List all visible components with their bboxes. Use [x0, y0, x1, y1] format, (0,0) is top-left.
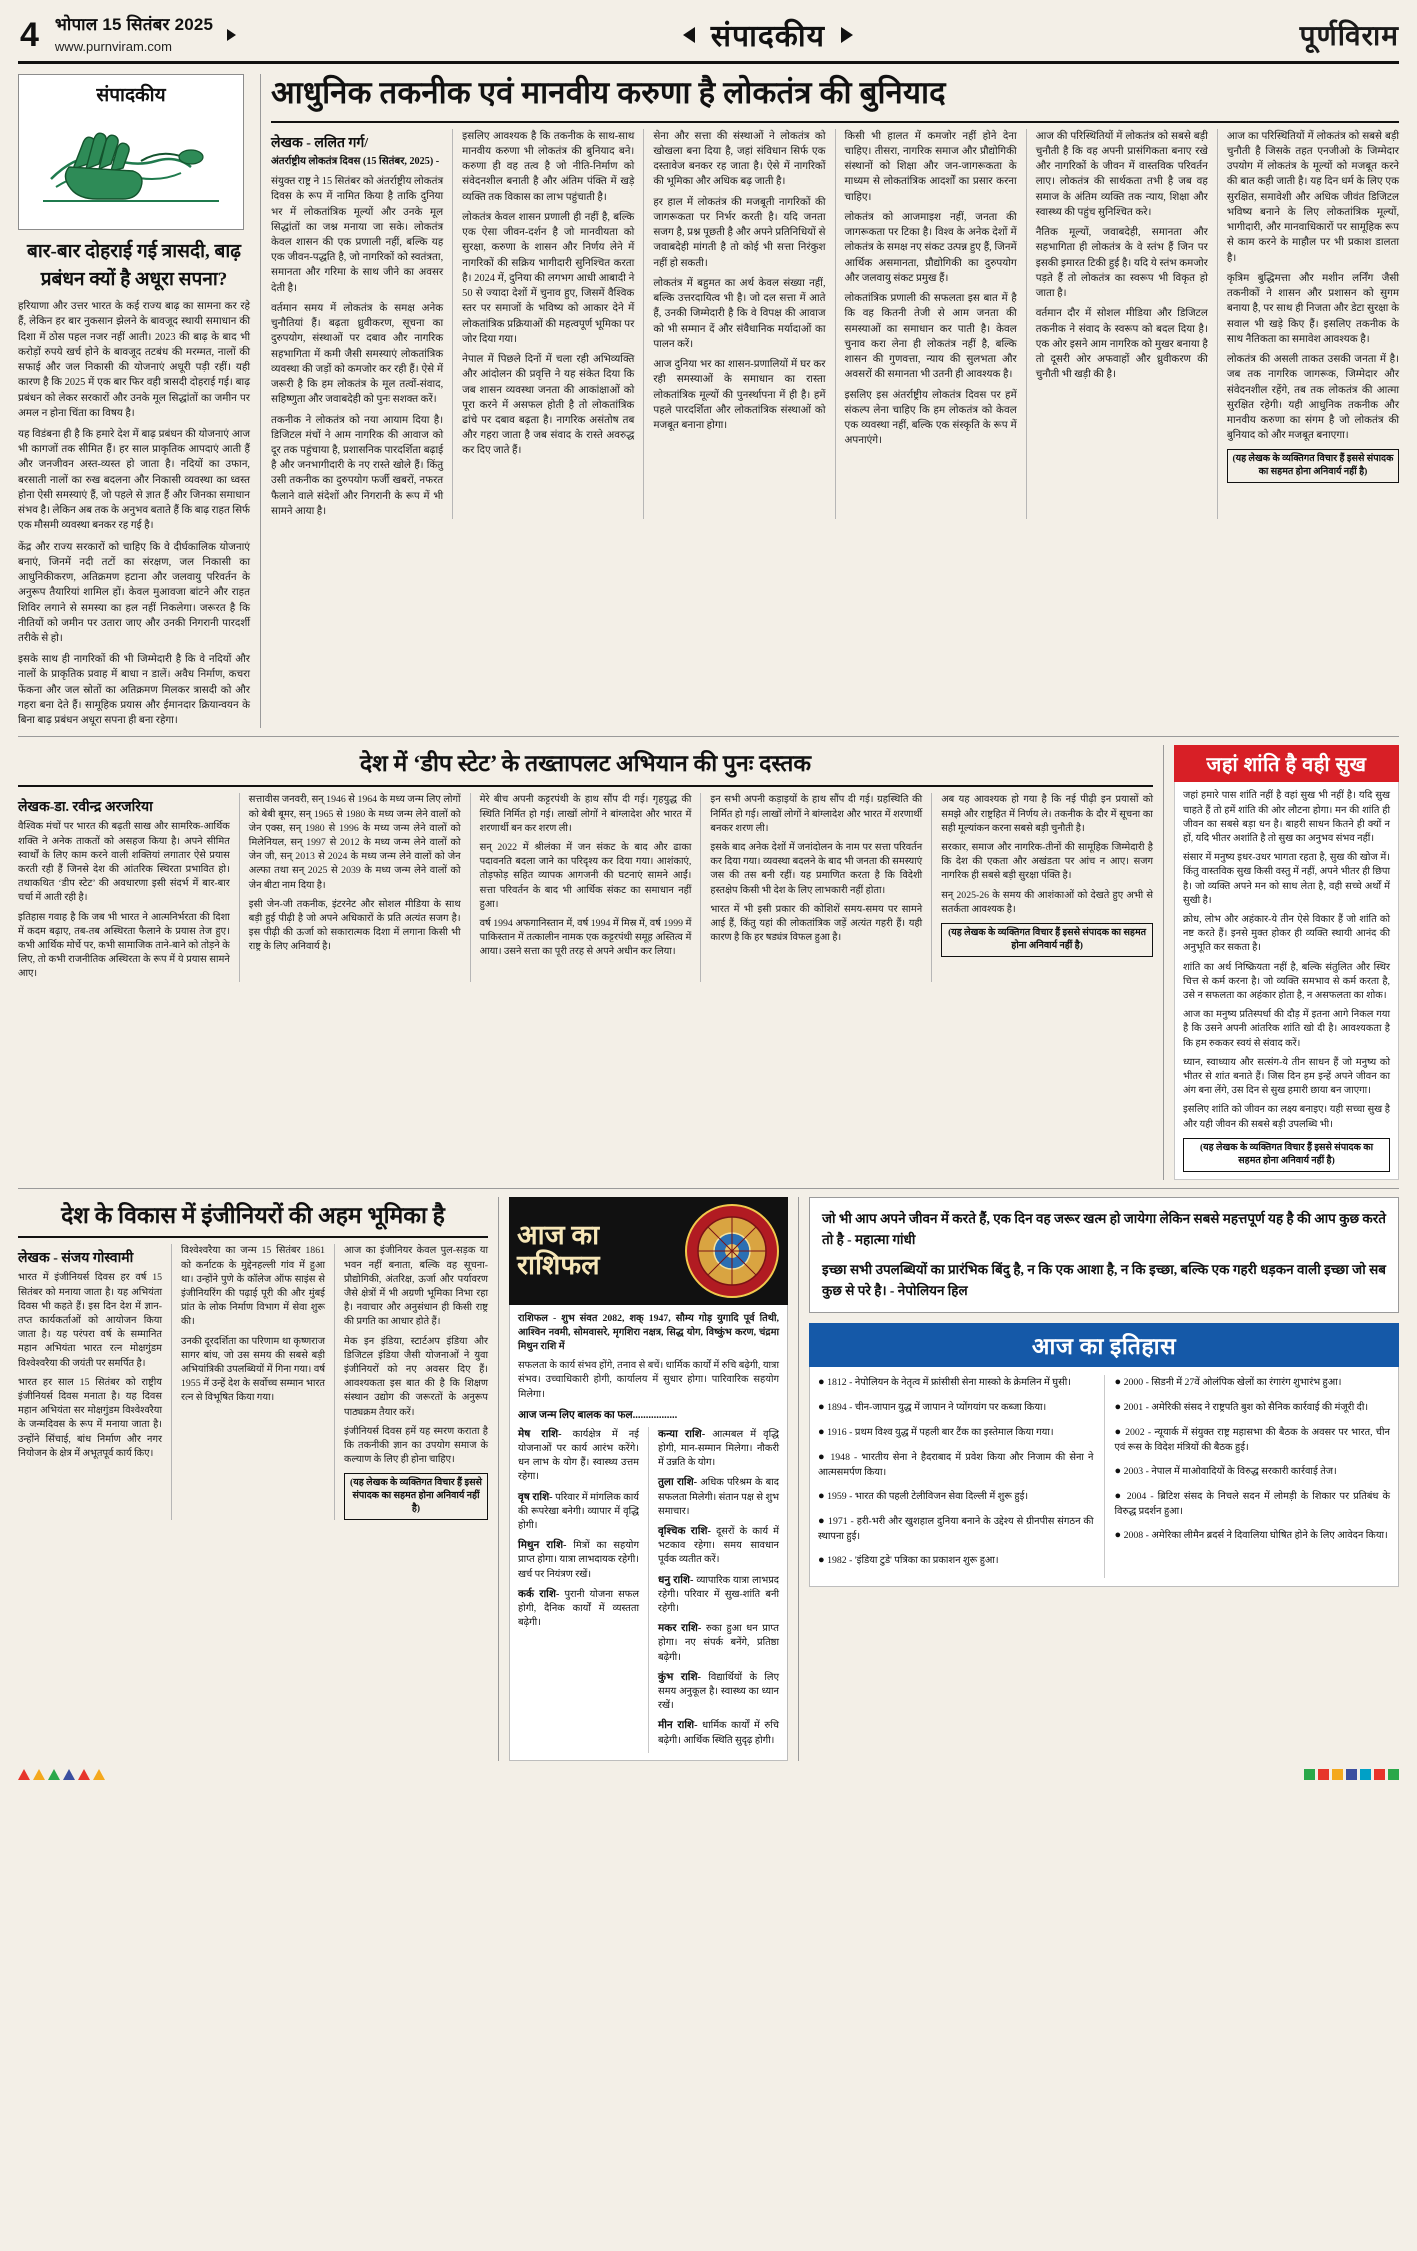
- masthead-date: भोपाल 15 सितंबर 2025: [54, 15, 214, 35]
- divider-2: [18, 1188, 1399, 1189]
- flag-icon: [227, 29, 236, 41]
- history-left-column: [818, 1375, 1094, 1578]
- rashifal-banner: [509, 1197, 788, 1305]
- editorial-column: [18, 74, 250, 728]
- rashi-text: रुका हुआ धन प्राप्त होगा। नए संपर्क बनेंगे, प्रतिष्ठा बढ़ेगी।: [658, 1623, 779, 1663]
- registration-mark: [93, 1769, 105, 1780]
- rashi-text: आत्मबल में वृद्धि होगी, मान-सम्मान मिलेगा। नौकरी में उन्नति के योग।: [658, 1428, 779, 1469]
- editorial-headline: बार-बार दोहराई गई त्रासदी, बाढ़ प्रबंधन क्यों है अधूरा सपना?: [26, 241, 242, 290]
- masthead-center: [683, 14, 853, 55]
- rashi-text: पुरानी योजना सफल होगी, दैनिक कार्यों में व्यस्तता बढ़ेगी।: [518, 1588, 639, 1629]
- deep-state-col-4: इन सभी अपनी कड़ाइयों के हाथ सौंप दी गई। ग्रहस्थिति की निर्मित हो गई। लाखों लोगों ने बांग्लादेश और भारत में शरणार्थी बनकर शरण ली। इसके बाद अनेक देशों में जनांदोलन के नाम पर सत्ता परिवर्तन कर दिया गया। व्यवस्था बदलने के बाद भी जनता की समस्याएं जस की तस बनी रहीं। यह प्रमाणित करता है कि विदेशी हस्तक्षेप किसी भी देश के लिए लाभकारी नहीं होता। भारत में भी इसी प्रकार की कोशिशें समय-समय पर सामने आई हैं, किंतु यहां की लोकतांत्रिक जड़ें अत्यंत गहरी हैं। यही कारण है कि हर षड्यंत्र विफल हुआ है।: [700, 793, 922, 981]
- rashifal-body: [509, 1305, 788, 1761]
- quote-text-1: जो भी आप अपने जीवन में करते हैं, एक दिन वह जरूर खत्म हो जायेगा लेकिन सबसे महत्तपूर्ण यह है की आप कुछ करते तो है - महात्मा गांधी: [822, 1210, 1386, 1248]
- rashi-sign: कुंभ राशि-: [658, 1671, 701, 1683]
- deep-state-article: [18, 745, 1153, 1179]
- rashi-list-item: [518, 1427, 639, 1485]
- deep-state-col-3: मेरे बीच अपनी कट्टरपंथी के हाथ सौंप दी गई। गृहयुद्ध की स्थिति निर्मित हो गई। लाखों लोगों ने बांग्लादेश और भारत में शरणार्थी बन कर शरण ली। सन् 2022 में श्रीलंका में जन संकट के बाद और ढाका पदावनति बदला जाने का परिदृश्य कर दिया गया। आशंकाएं, तोड़फोड़ सहित व्यापक आगजनी की घटनाएं सामने आईं। सत्ता परिवर्तन के बाद भी आर्थिक संकट का समाधान नहीं हुआ। वर्ष 1994 अफगानिस्तान में, वर्ष 1994 में मिस्र में, वर्ष 1999 में पाकिस्तान में तत्कालीन नामक एक कट्टरपंथी समूह अस्तित्व में आया। उसने सत्ता का पूरी तरह से अपने अधीन कर लिया।: [470, 793, 692, 981]
- top-row: [18, 74, 1399, 728]
- history-event: ● 2004 - ब्रिटिश संसद के निचले सदन में लोमड़ी के शिकार पर प्रतिबंध के विरुद्ध प्रदर्शन हुआ।: [1114, 1489, 1390, 1517]
- main-col-5: आज की परिस्थितियों में लोकतंत्र को सबसे बड़ी चुनौती है कि वह अपनी प्रासंगिकता बनाए रखे और नागरिकों के जीवन में वास्तविक परिवर्तन लाए। लोकतंत्र की सार्थकता तभी है जब वह समाज के अंतिम व्यक्ति तक न्याय, शिक्षा और स्वास्थ्य की पहुंच सुनिश्चित करे। नैतिक मूल्यों, जवाबदेही, समानता और सहभागिता ही लोकतंत्र के वे स्तंभ हैं जिन पर इसकी इमारत टिकी हुई है। यदि ये स्तंभ कमजोर पड़ते हैं तो लोकतंत्र का स्वरूप भी विकृत हो जाता है। वर्तमान दौर में सोशल मीडिया और डिजिटल तकनीक ने संवाद के स्वरूप को बदल दिया है। एक ओर इसने आम नागरिक को मुखर बनाया है तो दूसरी ओर अफवाहों और ध्रुवीकरण की चुनौती भी खड़ी की है।: [1026, 129, 1208, 519]
- quote-text-2: इच्छा सभी उपलब्धियों का प्रारंभिक बिंदु है, न कि एक आशा है, न कि इच्छा, बल्कि एक गहरी धड़कन वाली इच्छा जो सब कुछ से परे है। - नेपोलियन हिल: [822, 1261, 1386, 1299]
- bottom-row: [18, 1197, 1399, 1761]
- history-event: ● 1916 - प्रथम विश्व युद्ध में पहली बार टैंक का इस्तेमाल किया गया।: [818, 1425, 1054, 1438]
- rashi-sign: मीन राशि-: [658, 1720, 698, 1732]
- history-title: आज का इतिहास: [809, 1323, 1399, 1367]
- zodiac-wheel-icon: [684, 1203, 780, 1299]
- history-event: ● 2002 - न्यूयार्क में संयुक्त राष्ट्र महासभा की बैठक के अवसर पर भारत, चीन एवं रूस के विदेश मंत्रियों की बैठक हुई।: [1114, 1425, 1390, 1453]
- rashifal-fruits-heading: आज जन्म लिए बालक का फल.................: [518, 1409, 678, 1421]
- registration-mark: [1360, 1769, 1371, 1780]
- editorial-cartoon-box: [18, 74, 244, 230]
- rashi-text: कार्यक्षेत्र में नई योजनाओं पर कार्य आरंभ करेंगे। धन लाभ के योग हैं। स्वास्थ्य उत्तम रहेगा।: [518, 1428, 639, 1483]
- main-col-6: आज का परिस्थितियों में लोकतंत्र को सबसे बड़ी चुनौती है जिसके तहत एनजीओ के जिम्मेदार उपयोग में लोकतंत्र के मूल्यों को मजबूत करने की बात कही जाती है। यह दिन धर्म के लिए एक सुरक्षित, समावेशी और अधिक जीवंत डिजिटल भविष्य बनाने के लिए लोकतांत्रिक मूल्यों, भागीदारी, और मानवाधिकारों पर सामूहिक रूप से काम करने के माहौल पर भी प्रकाश डालता है। कृत्रिम बुद्धिमत्ता और मशीन लर्निंग जैसी तकनीकों ने शासन और प्रशासन को सुगम बनाया है, पर साथ ही निजता और डेटा सुरक्षा के सवाल भी खड़े किए हैं। इसलिए तकनीक के साथ नैतिकता का समावेश आवश्यक है। लोकतंत्र की असली ताकत उसकी जनता में है। जब तक नागरिक जागरूक, जिम्मेदार और संवेदनशील रहेंगे, तब तक लोकतंत्र की आत्मा सुरक्षित रहेगी। यही आधुनिक तकनीक और मानवीय करुणा का संगम है जो लोकतंत्र की बुनियाद को और मजबूत बनाएगा। (यह लेखक के व्यक्तिगत विचार हैं इससे संपादक का सहमत होना अनिवार्य नहीं है): [1217, 129, 1399, 519]
- footer-registration-marks: [18, 1769, 1399, 1780]
- main-article: [260, 74, 1399, 728]
- rashifal-section: [498, 1197, 788, 1761]
- editorial-label: संपादकीय: [96, 85, 166, 106]
- rashi-list-item: [658, 1621, 779, 1665]
- main-byline: लेखक - ललित गर्ग/: [271, 135, 369, 151]
- main-headline: आधुनिक तकनीक एवं मानवीय करुणा है लोकतंत्र की बुनियाद: [271, 75, 946, 110]
- engineers-col-3: आज का इंजीनियर केवल पुल-सड़क या भवन नहीं बनाता, बल्कि वह सूचना-प्रौद्योगिकी, अंतरिक्ष, ऊर्जा और पर्यावरण जैसे क्षेत्रों में भी अग्रणी भूमिका निभा रहा है। नवाचार और अनुसंधान ही किसी राष्ट्र की प्रगति का आधार होते हैं। मेक इन इंडिया, स्टार्टअप इंडिया और डिजिटल इंडिया जैसी योजनाओं ने युवा इंजीनियरों को नए अवसर दिए हैं। आवश्यकता इस बात की है कि शिक्षण संस्थान उद्योग की जरूरतों के अनुरूप पाठ्यक्रम तैयार करें। इंजीनियर्स दिवस हमें यह स्मरण कराता है कि तकनीकी ज्ञान का उपयोग समाज के कल्याण के लिए ही होना चाहिए। (यह लेखक के व्यक्तिगत विचार हैं इससे संपादक का सहमत होना अनिवार्य नहीं है): [334, 1244, 488, 1519]
- paper-name: पूर्णविराम: [1299, 20, 1399, 52]
- divider-1: [18, 736, 1399, 737]
- footer-marks-right: [1304, 1769, 1399, 1780]
- history-event: ● 1948 - भारतीय सेना ने हैदराबाद में प्रवेश किया और निजाम की सेना ने आत्मसमर्पण किया।: [818, 1450, 1094, 1478]
- history-event: ● 2000 - सिडनी में 27वें ओलंपिक खेलों का रंगारंग शुभारंभ हुआ।: [1114, 1375, 1342, 1388]
- deep-state-headline: देश में ‘डीप स्टेट’ के तख्तापलट अभियान की पुनः दस्तक: [359, 751, 812, 777]
- registration-mark: [1304, 1769, 1315, 1780]
- rashi-text: परिवार में मांगलिक कार्य की रूपरेखा बनेगी। व्यापार में वृद्धि होगी।: [518, 1491, 639, 1531]
- main-article-columns: [271, 129, 1399, 519]
- main-col-3: सेना और सत्ता की संस्थाओं ने लोकतंत्र को खोखला बना दिया है, जहां संविधान सिर्फ एक दस्तावेज बनकर रह जाता है। ऐसे में नागरिकों की भूमिका और अधिक बढ़ जाती है। हर हाल में लोकतंत्र की मजबूती नागरिकों की जागरूकता पर निर्भर करती है। यदि जनता सजग है, प्रश्न पूछती है और अपने प्रतिनिधियों से जवाबदेही मांगती है तो कोई भी सत्ता निरंकुश नहीं हो सकती। लोकतंत्र में बहुमत का अर्थ केवल संख्या नहीं, बल्कि उत्तरदायित्व भी है। जो दल सत्ता में आते हैं, उनकी जिम्मेदारी है कि वे विपक्ष की आवाज को भी सम्मान दें और संवैधानिक मर्यादाओं का पालन करें। आज दुनिया भर का शासन-प्रणालियों में घर कर रही समस्याओं के समाधान का रास्ता लोकतांत्रिक मूल्यों की पुनर्स्थापना में ही है। हमें पहले पारदर्शिता और लोकतांत्रिक संस्थाओं को मजबूत बनाना होगा।: [643, 129, 825, 519]
- rashi-list-item: [658, 1524, 779, 1568]
- quote-and-history-column: [798, 1197, 1399, 1761]
- peace-column: [1163, 745, 1399, 1179]
- deep-state-col-2: सत्तावीस जनवरी, सन् 1946 से 1964 के मध्य जन्म लिए लोगों को बेबी बूमर, सन् 1965 से 1980 के मध्य जन्म लेने वालों को जेन एक्स, सन् 1980 से 1996 के मध्य जन्म लेने वालों को मिलेनियल, सन् 1997 से 2012 के मध्य जन्म लेने वालों को जेन जी, सन् 2013 से 2024 के मध्य जन्म लेने वालों को जेन अल्फा तथा सन् 2025 से 2039 के मध्य जन्म लेने वालों को जेन बीटा नाम दिया है। इसी जेन-जी तकनीक, इंटरनेट और सोशल मीडिया के साथ बड़ी हुई पीढ़ी है जो अपने अधिकारों के प्रति अत्यंत सजग है। इस पीढ़ी की ऊर्जा को सकारात्मक दिशा में लगाना किसी भी राष्ट्र के लिए अनिवार्य है।: [239, 793, 461, 981]
- rashi-sign: वृश्चिक राशि-: [658, 1525, 711, 1537]
- page-number: 4: [20, 15, 39, 54]
- rashi-text: अधिक परिश्रम के बाद सफलता मिलेगी। संतान पक्ष से शुभ समाचार।: [658, 1477, 779, 1517]
- engineers-col-2: विश्वेश्वरैया का जन्म 15 सितंबर 1861 को कर्नाटक के मुद्देनहल्ली गांव में हुआ था। उन्होंने पुणे के कॉलेज ऑफ साइंस से इंजीनियरिंग की पढ़ाई पूरी की और मुंबई प्रांत के लोक निर्माण विभाग में सेवा शुरू की। उनकी दूरदर्शिता का परिणाम था कृष्णराज सागर बांध, जो उस समय की सबसे बड़ी अभियांत्रिकी उपलब्धियों में गिना गया। वर्ष 1955 में उन्हें देश के सर्वोच्च सम्मान भारत रत्न से विभूषित किया गया।: [171, 1244, 325, 1519]
- registration-mark: [1388, 1769, 1399, 1780]
- peace-note: (यह लेखक के व्यक्तिगत विचार हैं इससे संपादक का सहमत होना अनिवार्य नहीं है): [1183, 1138, 1390, 1172]
- rashi-list-item: [518, 1490, 639, 1534]
- main-byline-sub: अंतर्राष्ट्रीय लोकतंत्र दिवस (15 सितंबर, 2025) -: [271, 155, 440, 167]
- history-event: ● 1894 - चीन-जापान युद्ध में जापान ने प्योंगयांग पर कब्जा किया।: [818, 1400, 1047, 1413]
- deep-state-col-5: अब यह आवश्यक हो गया है कि नई पीढ़ी इन प्रयासों को समझे और राष्ट्रहित में निर्णय ले। तकनीक के दौर में सूचना का सही मूल्यांकन करना सबसे बड़ी चुनौती है। सरकार, समाज और नागरिक-तीनों की सामूहिक जिम्मेदारी है कि देश की एकता और अखंडता पर आंच न आए। सजग नागरिक ही सबसे बड़ी सुरक्षा पंक्ति है। सन् 2025-26 के समय की आशंकाओं को देखते हुए अभी से सतर्कता आवश्यक है। (यह लेखक के व्यक्तिगत विचार हैं इससे संपादक का सहमत होना अनिवार्य नहीं है): [931, 793, 1153, 981]
- rashi-list-item: [658, 1670, 779, 1714]
- editorial-cartoon: [27, 109, 235, 221]
- registration-mark: [63, 1769, 75, 1780]
- history-event: ● 1971 - हरी-भरी और खुशहाल दुनिया बनाने के उद्देश्य से ग्रीनपीस संगठन की स्थापना हुई।: [818, 1514, 1094, 1542]
- registration-mark: [33, 1769, 45, 1780]
- rashi-sign: कर्क राशि-: [518, 1588, 560, 1600]
- history-body: [809, 1367, 1399, 1587]
- masthead-left: [18, 14, 236, 55]
- registration-mark: [1346, 1769, 1357, 1780]
- rashifal-title-line2: राशिफल: [517, 1249, 600, 1280]
- main-col-2: इसलिए आवश्यक है कि तकनीक के साथ-साथ मानवीय करुणा भी लोकतंत्र की बुनियाद बने। करुणा ही वह तत्व है जो नीति-निर्माण को संवेदनशील बनाती है और अंतिम पंक्ति में खड़े व्यक्ति तक विकास का लाभ पहुंचाती है। लोकतंत्र केवल शासन प्रणाली ही नहीं है, बल्कि एक ऐसा जीवन-दर्शन है जो मानवीयता को सुरक्षा, करुणा के शासन और निर्णय लेने में नागरिकों की सक्रिय भागीदारी सुनिश्चित करता है। 2024 में, दुनिया की लगभग आधी आबादी ने 50 से ज्यादा देशों में चुनाव हुए, जिसमें वैश्विक स्तर पर समाजों के भविष्य को आकार देने में लोकतांत्रिक प्रक्रियाओं की महत्वपूर्ण भूमिका पर जोर दिया गया। नेपाल में पिछले दिनों में चला रही अभिव्यक्ति और आंदोलन की प्रवृत्ति ने यह संकेत दिया कि जब शासन व्यवस्था जनता की आकांक्षाओं को पूरा करने में असफल होती है तो लोकतांत्रिक ढांचे पर दबाव बढ़ता है। नागरिक असंतोष तब और गहरा जाता है जब संवाद के रास्ते अवरुद्ध कर दिए जाते हैं।: [452, 129, 634, 519]
- history-right-column: [1104, 1375, 1391, 1578]
- rashi-sign: मिथुन राशि-: [518, 1540, 567, 1552]
- rashi-list-item: [658, 1573, 779, 1617]
- section-title: संपादकीय: [710, 20, 825, 53]
- engineers-article: [18, 1197, 488, 1761]
- engineers-headline: देश के विकास में इंजीनियरों की अहम भूमिका है: [61, 1202, 445, 1228]
- history-event: ● 1959 - भारत की पहली टेलीविजन सेवा दिल्ली में शुरू हुई।: [818, 1489, 1029, 1502]
- rashi-list-item: [658, 1427, 779, 1471]
- engineers-col-1: लेखक - संजय गोस्वामी भारत में इंजीनियर्स दिवस हर वर्ष 15 सितंबर को मनाया जाता है। यह अभियंता दिवस भी कहते हैं। इस दिन देश में ज्ञान-तप्त कार्यकर्ताओं को आयोजन किया जाता है। यह परंपरा वर्ष के सम्मानित महान अभियंता भारत रत्न मोक्षगुंडम विश्वेश्वरैया की जयंती पर समर्पित है। भारत हर साल 15 सितंबर को राष्ट्रीय इंजीनियर्स दिवस मनाता है। यह दिवस महान अभियंता सर मोक्षगुंडम विश्वेश्वरैया के जन्मदिवस के रूप में मनाया जाता है। उन्होंने सिंचाई, बांध निर्माण और नगर नियोजन के क्षेत्र में अभूतपूर्व कार्य किए।: [18, 1244, 162, 1519]
- main-col-4: किसी भी हालत में कमजोर नहीं होने देना चाहिए। तीसरा, नागरिक समाज और प्रौद्योगिकी संस्थानों को शिक्षा और जन-जागरूकता के माध्यम से लोकतांत्रिक आदर्शों का प्रसार करना चाहिए। लोकतंत्र को आजमाइश नहीं, जनता की जागरूकता पर टिका है। विश्व के अनेक देशों में लोकतंत्र के समक्ष नए संकट उत्पन्न हुए हैं, जिनमें आर्थिक असमानता, प्रौद्योगिकी का दुरुपयोग और जलवायु संकट प्रमुख हैं। लोकतांत्रिक प्रणाली की सफलता इस बात में है कि वह कितनी तेजी से आम जनता की समस्याओं का समाधान कर पाती है। केवल चुनाव करा लेना ही लोकतंत्र नहीं है, बल्कि शासन की गुणवत्ता, न्याय की सुलभता और अवसरों की समानता भी उतनी ही आवश्यक है। इसलिए इस अंतर्राष्ट्रीय लोकतंत्र दिवस पर हमें संकल्प लेना चाहिए कि हम लोकतंत्र को केवल एक व्यवस्था नहीं, बल्कि एक संस्कृति के रूप में अपनाएंगे।: [835, 129, 1017, 519]
- rashi-sign: मेष राशि-: [518, 1428, 562, 1440]
- registration-mark: [78, 1769, 90, 1780]
- quote-box: [809, 1197, 1399, 1313]
- rashifal-title-line1: आज का: [517, 1219, 600, 1250]
- rashi-sign: मकर राशि-: [658, 1623, 702, 1635]
- rashi-text: मित्रों का सहयोग प्राप्त होगा। यात्रा लाभदायक रहेगी। खर्च पर नियंत्रण रखें।: [518, 1540, 639, 1580]
- history-event: ● 2008 - अमेरिका लीमैन ब्रदर्स ने दिवालिया घोषित होने के लिए आवेदन किया।: [1114, 1528, 1388, 1541]
- deep-state-note: (यह लेखक के व्यक्तिगत विचार हैं इससे संपादक का सहमत होना अनिवार्य नहीं है): [941, 923, 1153, 957]
- masthead-website[interactable]: www.purnviram.com: [54, 38, 172, 54]
- rashi-sign: तुला राशि-: [658, 1477, 698, 1489]
- registration-mark: [48, 1769, 60, 1780]
- masthead: [18, 14, 1399, 64]
- rashi-sign: वृष राशि-: [518, 1491, 553, 1503]
- rashi-text: विद्यार्थियों के लिए समय अनुकूल है। स्वास्थ्य का ध्यान रखें।: [658, 1671, 779, 1712]
- rashi-list-item: [518, 1538, 639, 1582]
- footer-marks-left: [18, 1769, 105, 1780]
- main-col-1: लेखक - ललित गर्ग/ अंतर्राष्ट्रीय लोकतंत्र दिवस (15 सितंबर, 2025) - संयुक्त राष्ट्र ने 15 सितंबर को अंतर्राष्ट्रीय लोकतंत्र दिवस के रूप में नामित किया है ताकि दुनिया भर में लोकतांत्रिक मूल्यों और उनके मूल सिद्धांतों का जश्न मनाया जा सके। लोकतंत्र केवल शासन की एक प्रणाली नहीं, बल्कि यह एक जीवन-पद्धति है, जो नागरिकों को स्वतंत्रता, समानता और गरिमा के साथ जीने का अवसर देती है। वर्तमान समय में लोकतंत्र के समक्ष अनेक चुनौतियां हैं। बढ़ता ध्रुवीकरण, सूचना का दुरुपयोग, संस्थाओं पर दबाव और नागरिक सहभागिता में कमी जैसी समस्याएं लोकतांत्रिक व्यवस्था की जड़ों को कमजोर कर रही हैं। ऐसे में जरूरी है कि हम लोकतंत्र के मूल तत्वों-संवाद, सहिष्णुता और जवाबदेही को पुनः सशक्त करें। तकनीक ने लोकतंत्र को नया आयाम दिया है। डिजिटल मंचों ने आम नागरिक की आवाज को दूर तक पहुंचाया है, प्रशासनिक पारदर्शिता बढ़ाई है और जनभागीदारी के नए रास्ते खोले हैं। किंतु उसी तकनीक का दुरुपयोग फर्जी खबरों, नफरत फैलाने वाले संदेशों और निगरानी के रूप में भी सामने आया है।: [271, 129, 443, 519]
- history-event: ● 2001 - अमेरिकी संसद ने राष्ट्रपति बुश को सैनिक कार्रवाई की मंजूरी दी।: [1114, 1400, 1369, 1413]
- rashi-list-item: [658, 1718, 779, 1747]
- middle-row: [18, 745, 1399, 1179]
- rashi-text: दूसरों के कार्य में भटकाव रहेगा। समय सावधान पूर्वक व्यतीत करें।: [658, 1525, 780, 1566]
- rashi-text: धार्मिक कार्यों में रुचि बढ़ेगी। आर्थिक स्थिति सुदृढ़ होगी।: [658, 1720, 779, 1746]
- rashifal-right-column: [648, 1427, 779, 1753]
- engineers-note: (यह लेखक के व्यक्तिगत विचार हैं इससे संपादक का सहमत होना अनिवार्य नहीं है): [344, 1473, 488, 1519]
- deep-state-byline: लेखक-डा. रवीन्द्र अरजरिया: [18, 800, 153, 816]
- registration-mark: [1332, 1769, 1343, 1780]
- deep-state-col-1: लेखक-डा. रवीन्द्र अरजरिया वैश्विक मंचों पर भारत की बढ़ती साख और सामरिक-आर्थिक शक्ति ने अनेक ताकतों को असहज किया है। अपने सीमित स्वार्थों के लिए काम करने वाली शक्तियां लगातार ऐसे प्रयास करती रही हैं जिनसे देश की आंतरिक स्थिरता प्रभावित हो। तथाकथित ‘डीप स्टेट’ की अवधारणा इसी संदर्भ में बार-बार चर्चा में आती रही है। इतिहास गवाह है कि जब भी भारत ने आत्मनिर्भरता की दिशा में कदम बढ़ाए, तब-तब अस्थिरता फैलाने के प्रयास तेज हुए। कभी आर्थिक मोर्चे पर, कभी सामाजिक ताने-बाने को तोड़ने के लिए, तो कभी राजनीतिक अस्थिरता के रूप में ये प्रयास सामने आए।: [18, 793, 230, 981]
- history-event: ● 1982 - 'इंडिया टुडे' पत्रिका का प्रकाशन शुरू हुआ।: [818, 1553, 999, 1566]
- engineers-byline: लेखक - संजय गोस्वामी: [18, 1251, 134, 1267]
- history-event: ● 2003 - नेपाल में माओवादियों के विरुद्ध सरकारी कार्रवाई तेज।: [1114, 1464, 1337, 1477]
- rashi-sign: धनु राशि-: [658, 1574, 694, 1586]
- left-arrow-icon: [683, 27, 695, 43]
- right-arrow-icon: [841, 27, 853, 43]
- peace-body: जहां हमारे पास शांति नहीं है वहां सुख भी नहीं है। यदि सुख चाहते हैं तो हमें शांति की ओर लौटना होगा। मन की शांति ही जीवन का सबसे बड़ा धन है। बाहरी साधन कितने ही क्यों न हों, यदि भीतर अशांति है तो सुख का अनुभव संभव नहीं। संसार में मनुष्य इधर-उधर भागता रहता है, सुख की खोज में। किंतु वास्तविक सुख किसी वस्तु में नहीं, अपने भीतर ही छिपा है। जो व्यक्ति अपने मन को साध लेता है, वही सच्चे अर्थों में सुखी है। क्रोध, लोभ और अहंकार-ये तीन ऐसे विकार हैं जो शांति को नष्ट करते हैं। इनसे मुक्त होकर ही व्यक्ति स्थायी आनंद की अनुभूति कर सकता है। शांति का अर्थ निष्क्रियता नहीं है, बल्कि संतुलित और स्थिर चित्त से कर्म करना है। जो व्यक्ति समभाव से कर्म करता है, उसे न सफलता का अहंकार होता है, न असफलता का शोक। आज का मनुष्य प्रतिस्पर्धा की दौड़ में इतना आगे निकल गया है कि उसने अपनी आंतरिक शांति खो दी है। आवश्यकता है कि हम रुककर स्वयं से संवाद करें। ध्यान, स्वाध्याय और सत्संग-ये तीन साधन हैं जो मनुष्य को भीतर से शांत बनाते हैं। जिस दिन हम इन्हें अपने जीवन का अंग बना लेंगे, उस दिन से सुख हमारी छाया बन जाएगा। इसलिए शांति को जीवन का लक्ष्य बनाइए। यही सच्चा सुख है और यही जीवन की सबसे बड़ी उपलब्धि भी। (यह लेखक के व्यक्तिगत विचार हैं इससे संपादक का सहमत होना अनिवार्य नहीं है): [1174, 782, 1399, 1179]
- main-article-note: (यह लेखक के व्यक्तिगत विचार हैं इससे संपादक का सहमत होना अनिवार्य नहीं है): [1227, 449, 1399, 483]
- peace-title: जहां शांति है वही सुख: [1174, 745, 1399, 782]
- panchang-text: राशिफल - शुभ संवत 2082, शक् 1947, सौम्य गोड़ युगादि पूर्व तिथी, आश्विन नवमी, सोमवासरे, मृगशिरा नक्षत्र, सिद्ध योग, विष्कुंभ करण, चंद्रमा मिथुन राशि में: [518, 1312, 779, 1352]
- editorial-body: हरियाणा और उत्तर भारत के कई राज्य बाढ़ का सामना कर रहे हैं, लेकिन हर बार नुकसान झेलने के बावजूद स्थायी समाधान की दिशा में ठोस पहल नजर नहीं आती। 2023 की बाढ़ के बाद भी करोड़ों रुपये खर्च होने के बावजूद तटबंध की मरम्मत, नालों की सफाई और जल निकासी की योजनाएं अधूरी पड़ी रहीं। यही कारण है कि 2025 में एक बार फिर वही त्रासदी दोहराई गई। बाढ़ प्रबंधन को लेकर सरकारों और उनके मूल सिद्धांतों का जमीन पर अमल न होना चिंता का विषय है। यह विडंबना ही है कि हमारे देश में बाढ़ प्रबंधन की योजनाएं आज भी कागजों तक सीमित हैं। हर साल प्राकृतिक आपदाएं आती हैं और जनजीवन अस्त-व्यस्त हो जाता है। नदियों का उफान, बरसाती नालों का रुख बदलना और निकासी व्यवस्था का ध्वस्त होना ऐसी समस्याएं हैं, जो पहले से ज्ञात हैं और जिनका समाधान संभव है। लेकिन अब तक के अनुभव बताते हैं कि बाढ़ राहत सिर्फ एक मौसमी व्यवस्था बनकर रह गई है। केंद्र और राज्य सरकारों को चाहिए कि वे दीर्घकालिक योजनाएं बनाएं, जिनमें नदी तटों का संरक्षण, जल निकासी का आधुनिकीकरण, अतिक्रमण हटाना और जलवायु परिवर्तन के अनुरूप तैयारियां शामिल हों। केवल मुआवजा बांटने और राहत शिविर लगाने से समस्या का हल नहीं निकलेगा। जरूरत है कि नीतियों को जमीन पर उतारा जाए और उनकी निगरानी पारदर्शी तरीके से हो। इसके साथ ही नागरिकों की भी जिम्मेदारी है कि वे नदियों और नालों के प्राकृतिक प्रवाह में बाधा न डालें। अवैध निर्माण, कचरा फेंकना और जल स्रोतों का अतिक्रमण मिलकर त्रासदी को और गहरा बना देते हैं। सामूहिक प्रयास और ईमानदार क्रियान्वयन के बिना बाढ़ प्रबंधन अधूरा सपना ही बना रहेगा।: [18, 301, 250, 727]
- history-section: [809, 1323, 1399, 1587]
- registration-mark: [1318, 1769, 1329, 1780]
- rashifal-left-column: [518, 1427, 639, 1753]
- auspicious-text: सफलता के कार्य संभव होंगे, तनाव से बचें। धार्मिक कार्यों में रुचि बढ़ेगी, यात्रा संभव। उच्चाधिकारी होगी, कार्यालय में सुधार होगा। पारिवारिक सहयोग मिलेगा।: [518, 1360, 779, 1400]
- rashi-list-item: [518, 1587, 639, 1631]
- rashi-sign: कन्या राशि-: [658, 1428, 706, 1440]
- registration-mark: [18, 1769, 30, 1780]
- rashi-list-item: [658, 1475, 779, 1519]
- registration-mark: [1374, 1769, 1385, 1780]
- history-event: ● 1812 - नेपोलियन के नेतृत्व में फ्रांसीसी सेना मास्को के क्रेमलिन में घुसी।: [818, 1375, 1071, 1388]
- rashi-text: व्यापारिक यात्रा लाभप्रद रहेगी। परिवार में सुख-शांति बनी रहेगी।: [658, 1574, 779, 1614]
